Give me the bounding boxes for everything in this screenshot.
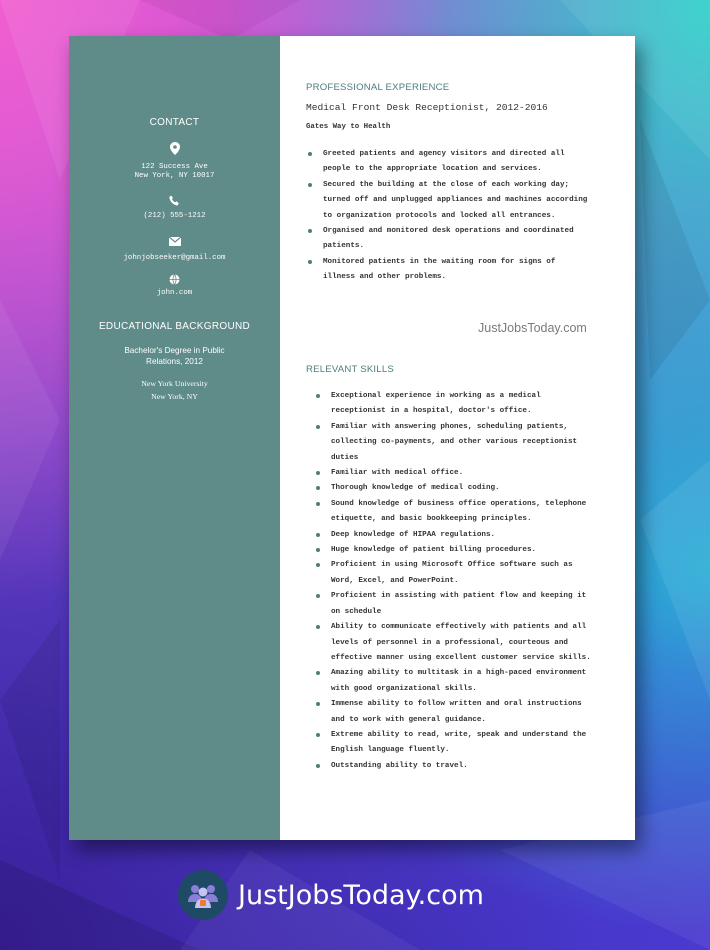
skills-bullet-list xyxy=(314,389,596,774)
bullet-item: Amazing ability to multitask in a high-paced environment with good organizational skills. xyxy=(314,666,596,697)
bullet-item: Secured the building at the close of each working day; turned off and unplugged appliances and machines according to organization protocols and locked all entrances. xyxy=(306,178,588,224)
bullet-item: Outstanding ability to travel. xyxy=(314,759,596,774)
company-name: Gates Way to Health xyxy=(306,123,391,131)
resume-page xyxy=(69,36,635,840)
experience-bullet-list xyxy=(306,147,588,286)
phone-icon xyxy=(69,195,280,206)
watermark-text: JustJobsToday.com xyxy=(478,321,587,335)
bullet-item: Deep knowledge of HIPAA regulations. xyxy=(314,528,596,543)
bullet-item: Immense ability to follow written and oral instructions and to work with general guidance. xyxy=(314,697,596,728)
bullet-item: Huge knowledge of patient billing procedures. xyxy=(314,543,596,558)
bullet-item: Proficient in assisting with patient flow and keeping it on schedule xyxy=(314,589,596,620)
contact-email: johnjobseeker@gmail.com xyxy=(123,254,226,262)
resume-sidebar xyxy=(69,36,280,840)
map-pin-icon xyxy=(69,142,280,155)
bullet-item: Thorough knowledge of medical coding. xyxy=(314,481,596,496)
footer-brand-text: JustJobsToday.com xyxy=(238,879,484,911)
contact-phone: (212) 555-1212 xyxy=(143,212,206,220)
bullet-item: Monitored patients in the waiting room for signs of illness and other problems. xyxy=(306,255,588,286)
skills-heading: RELEVANT SKILLS xyxy=(306,364,394,375)
bullet-item: Exceptional experience in working as a medical receptionist in a hospital, doctor's office. xyxy=(314,389,596,420)
envelope-icon xyxy=(69,237,280,246)
job-title: Medical Front Desk Receptionist, 2012-2016 xyxy=(306,102,548,113)
bullet-item: Ability to communicate effectively with patients and all levels of personnel in a professional, courteous and effective manner using excellent customer service skills. xyxy=(314,620,596,666)
bullet-item: Familiar with medical office. xyxy=(314,466,596,481)
bullet-item: Extreme ability to read, write, speak and understand the English language fluently. xyxy=(314,728,596,759)
bullet-item: Greeted patients and agency visitors and directed all people to the appropriate location and services. xyxy=(306,147,588,178)
globe-icon xyxy=(69,274,280,285)
bullet-item: Familiar with answering phones, scheduling patients, collecting co-payments, and other various receptionist duties xyxy=(314,420,596,466)
bullet-item: Proficient in using Microsoft Office software such as Word, Excel, and PowerPoint. xyxy=(314,558,596,589)
footer-brand xyxy=(178,870,484,920)
contact-address: 122 Success Ave New York, NY 10017 xyxy=(134,163,215,180)
education-school: New York University xyxy=(141,379,208,388)
bullet-item: Sound knowledge of business office operations, telephone etiquette, and basic bookkeeping principles. xyxy=(314,497,596,528)
experience-heading: PROFESSIONAL EXPERIENCE xyxy=(306,82,450,93)
bullet-item: Organised and monitored desk operations and coordinated patients. xyxy=(306,224,588,255)
education-location: New York, NY xyxy=(151,392,198,401)
contact-heading: CONTACT xyxy=(149,117,200,128)
education-heading: EDUCATIONAL BACKGROUND xyxy=(98,321,251,332)
people-logo-icon xyxy=(178,870,228,920)
contact-website: john.com xyxy=(156,289,193,297)
education-degree: Bachelor's Degree in Public Relations, 2012 xyxy=(124,346,225,366)
